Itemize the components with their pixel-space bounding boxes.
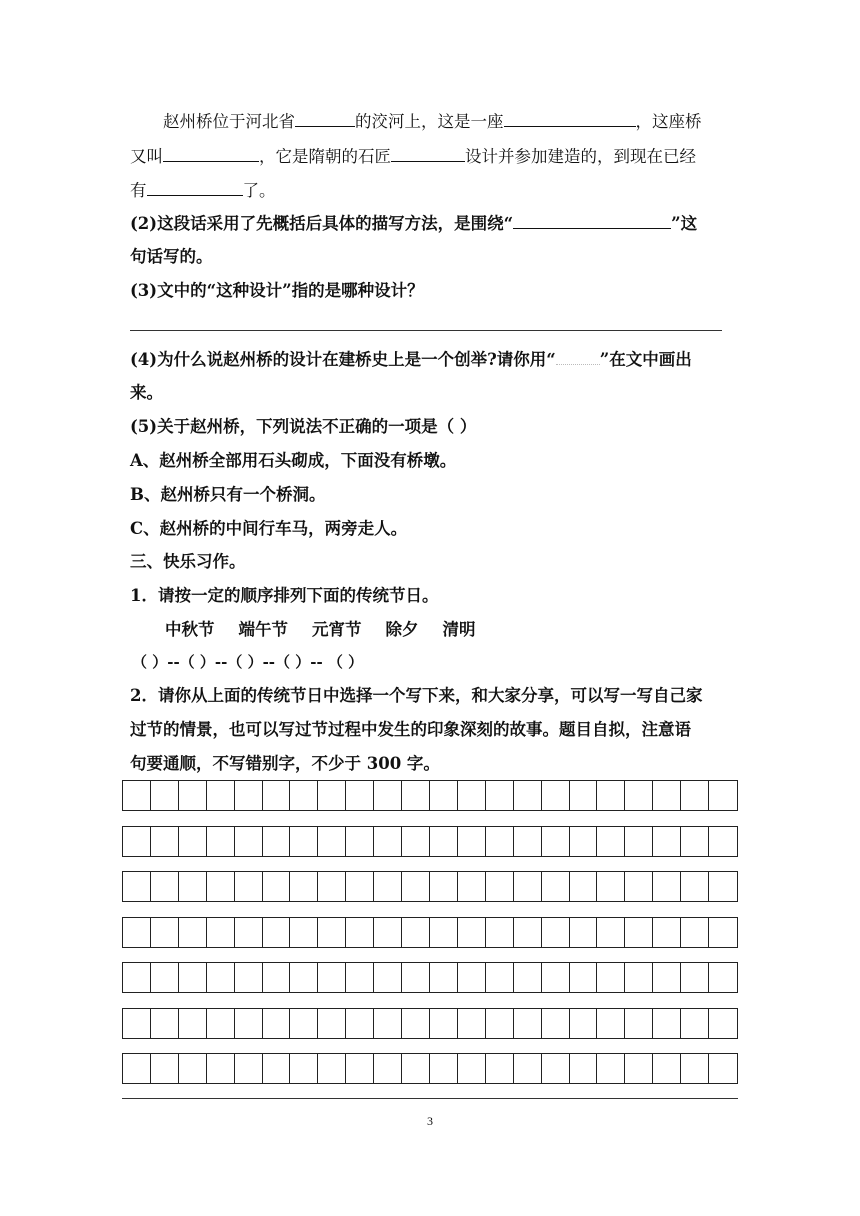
writing-grid-cell[interactable]	[235, 1054, 263, 1083]
writing-grid-cell[interactable]	[653, 781, 681, 810]
task-2-line-2: 过节的情景，也可以写过节过程中发生的印象深刻的故事。题目自拟，注意语	[130, 720, 691, 739]
writing-grid-cell[interactable]	[709, 1009, 737, 1038]
writing-grid-cell[interactable]	[207, 1009, 235, 1038]
writing-grid-cell[interactable]	[514, 963, 542, 992]
question-4	[130, 348, 740, 372]
option-c[interactable]: C、赵州桥的中间行车马，两旁走人。	[130, 519, 408, 538]
writing-grid-cell[interactable]	[458, 963, 486, 992]
writing-grid-cell[interactable]	[709, 1054, 737, 1083]
writing-grid-cell[interactable]	[542, 963, 570, 992]
writing-grid-cell[interactable]	[318, 1054, 346, 1083]
writing-grid-cell[interactable]	[542, 827, 570, 856]
writing-grid-cell[interactable]	[290, 872, 318, 901]
writing-grid-cell[interactable]	[653, 963, 681, 992]
writing-grid-row[interactable]	[122, 871, 738, 902]
writing-grid-cell[interactable]	[402, 1009, 430, 1038]
order-answer-blanks[interactable]: （ ）--（ ）--（ ）--（ ）-- （ ）	[132, 653, 364, 671]
passage-text: ，它是隋朝的石匠	[259, 147, 391, 166]
writing-grid-cell[interactable]	[625, 963, 653, 992]
festival-item: 端午节	[238, 620, 288, 639]
writing-grid-cell[interactable]	[514, 1009, 542, 1038]
footer-rule	[122, 1098, 738, 1099]
writing-grid-cell[interactable]	[346, 872, 374, 901]
writing-grid-cell[interactable]	[514, 827, 542, 856]
writing-grid-cell[interactable]	[681, 827, 709, 856]
writing-grid-cell[interactable]	[597, 918, 625, 947]
question-4-text: (4)为什么说赵州桥的设计在建桥史上是一个创举?请你用“	[130, 350, 556, 369]
question-4-text: ”在文中画出	[599, 350, 692, 369]
writing-grid-cell[interactable]	[514, 918, 542, 947]
writing-grid-cell[interactable]	[123, 1054, 151, 1083]
writing-grid-row[interactable]	[122, 962, 738, 993]
writing-grid-row[interactable]	[122, 780, 738, 811]
writing-grid-cell[interactable]	[207, 1054, 235, 1083]
question-3: (3)文中的“这种设计”指的是哪种设计？	[130, 281, 424, 300]
writing-grid-cell[interactable]	[374, 827, 402, 856]
writing-grid-cell[interactable]	[430, 1054, 458, 1083]
writing-grid-cell[interactable]	[179, 872, 207, 901]
writing-grid-cell[interactable]	[402, 872, 430, 901]
writing-grid-cell[interactable]	[318, 963, 346, 992]
writing-grid-cell[interactable]	[263, 781, 291, 810]
writing-grid-cell[interactable]	[653, 1009, 681, 1038]
writing-grid-cell[interactable]	[374, 918, 402, 947]
writing-grid-cell[interactable]	[179, 1054, 207, 1083]
writing-grid-cell[interactable]	[318, 872, 346, 901]
writing-grid-cell[interactable]	[570, 872, 598, 901]
writing-grid-cell[interactable]	[207, 781, 235, 810]
writing-grid-cell[interactable]	[318, 918, 346, 947]
answer-line-q3[interactable]	[130, 330, 722, 331]
writing-grid-cell[interactable]	[458, 872, 486, 901]
writing-grid-cell[interactable]	[542, 872, 570, 901]
writing-grid-cell[interactable]	[570, 1009, 598, 1038]
writing-grid-cell[interactable]	[235, 872, 263, 901]
writing-grid-cell[interactable]	[235, 781, 263, 810]
writing-grid-cell[interactable]	[374, 872, 402, 901]
writing-grid-cell[interactable]	[374, 963, 402, 992]
writing-grid-cell[interactable]	[709, 872, 737, 901]
writing-grid-cell[interactable]	[402, 963, 430, 992]
writing-grid-cell[interactable]	[458, 1009, 486, 1038]
writing-grid-cell[interactable]	[542, 1009, 570, 1038]
writing-grid-cell[interactable]	[653, 1054, 681, 1083]
writing-grid-cell[interactable]	[290, 827, 318, 856]
writing-grid-cell[interactable]	[123, 963, 151, 992]
writing-grid-cell[interactable]	[151, 1054, 179, 1083]
writing-grid-cell[interactable]	[207, 872, 235, 901]
passage-line-3	[130, 179, 740, 203]
writing-grid-cell[interactable]	[263, 827, 291, 856]
writing-grid-cell[interactable]	[458, 827, 486, 856]
writing-grid-cell[interactable]	[290, 918, 318, 947]
writing-grid-cell[interactable]	[430, 827, 458, 856]
writing-grid-cell[interactable]	[681, 781, 709, 810]
writing-grid-cell[interactable]	[123, 1009, 151, 1038]
writing-grid-cell[interactable]	[374, 1054, 402, 1083]
writing-grid-cell[interactable]	[346, 1009, 374, 1038]
writing-grid-cell[interactable]	[151, 1009, 179, 1038]
blank-mason-name[interactable]	[391, 145, 465, 162]
passage-text: 了。	[242, 181, 276, 200]
writing-grid-cell[interactable]	[235, 827, 263, 856]
writing-grid-cell[interactable]	[625, 918, 653, 947]
writing-grid-cell[interactable]	[709, 963, 737, 992]
question-2-text: (2)这段话采用了先概括后具体的描写方法，是围绕“	[130, 214, 514, 233]
writing-grid-cell[interactable]	[542, 1054, 570, 1083]
writing-grid-cell[interactable]	[625, 1009, 653, 1038]
writing-grid-cell[interactable]	[263, 918, 291, 947]
blank-bridge-type[interactable]	[504, 110, 636, 127]
writing-grid-row[interactable]	[122, 917, 738, 948]
writing-grid-cell[interactable]	[179, 1009, 207, 1038]
writing-grid-cell[interactable]	[570, 1054, 598, 1083]
writing-grid-cell[interactable]	[570, 963, 598, 992]
writing-grid-cell[interactable]	[179, 781, 207, 810]
task-1: 1．请按一定的顺序排列下面的传统节日。	[130, 586, 439, 605]
writing-grid-cell[interactable]	[709, 827, 737, 856]
writing-grid-cell[interactable]	[570, 827, 598, 856]
writing-grid-cell[interactable]	[263, 1054, 291, 1083]
writing-grid-cell[interactable]	[123, 918, 151, 947]
writing-grid-cell[interactable]	[430, 1009, 458, 1038]
writing-grid-cell[interactable]	[653, 918, 681, 947]
wavy-underline-mark	[556, 350, 600, 365]
writing-grid-cell[interactable]	[123, 872, 151, 901]
writing-grid-cell[interactable]	[486, 1054, 514, 1083]
festival-list	[130, 618, 775, 642]
writing-grid-cell[interactable]	[235, 1009, 263, 1038]
passage-text: 有	[130, 181, 147, 200]
writing-grid-cell[interactable]	[514, 1054, 542, 1083]
question-2-text: ”这	[671, 214, 698, 233]
writing-grid-cell[interactable]	[458, 781, 486, 810]
writing-grid-cell[interactable]	[430, 963, 458, 992]
blank-province-location[interactable]	[295, 110, 355, 127]
writing-grid-cell[interactable]	[235, 963, 263, 992]
writing-grid-cell[interactable]	[681, 963, 709, 992]
writing-grid-cell[interactable]	[542, 781, 570, 810]
writing-grid-cell[interactable]	[346, 918, 374, 947]
writing-grid-cell[interactable]	[179, 963, 207, 992]
writing-grid-cell[interactable]	[207, 827, 235, 856]
writing-grid-cell[interactable]	[123, 781, 151, 810]
writing-grid-cell[interactable]	[346, 1054, 374, 1083]
writing-grid-cell[interactable]	[542, 918, 570, 947]
writing-grid-cell[interactable]	[597, 963, 625, 992]
writing-grid-cell[interactable]	[514, 872, 542, 901]
writing-grid-cell[interactable]	[486, 781, 514, 810]
writing-grid-cell[interactable]	[374, 1009, 402, 1038]
writing-grid-cell[interactable]	[402, 918, 430, 947]
passage-text: 设计并参加建造的，到现在已经	[465, 147, 696, 166]
page-number: 3	[427, 1114, 433, 1128]
writing-grid-cell[interactable]	[290, 963, 318, 992]
writing-grid-cell[interactable]	[597, 1009, 625, 1038]
writing-grid-cell[interactable]	[346, 781, 374, 810]
writing-grid-cell[interactable]	[179, 918, 207, 947]
writing-grid-cell[interactable]	[318, 1009, 346, 1038]
writing-grid-cell[interactable]	[290, 781, 318, 810]
writing-grid-cell[interactable]	[486, 827, 514, 856]
writing-grid-cell[interactable]	[290, 1054, 318, 1083]
blank-age[interactable]	[147, 179, 243, 196]
writing-grid-cell[interactable]	[653, 872, 681, 901]
writing-grid-cell[interactable]	[123, 827, 151, 856]
writing-grid-cell[interactable]	[402, 1054, 430, 1083]
task-2-line-1: 2．请你从上面的传统节日中选择一个写下来，和大家分享，可以写一写自己家	[130, 686, 703, 705]
writing-grid-cell[interactable]	[597, 827, 625, 856]
festival-item: 除夕	[385, 620, 419, 639]
writing-grid-cell[interactable]	[263, 1009, 291, 1038]
writing-grid-cell[interactable]	[514, 781, 542, 810]
writing-grid-cell[interactable]	[681, 872, 709, 901]
writing-grid-cell[interactable]	[625, 827, 653, 856]
festival-item: 元宵节	[312, 620, 362, 639]
writing-grid-cell[interactable]	[486, 872, 514, 901]
question-2	[130, 212, 740, 236]
writing-grid-cell[interactable]	[318, 781, 346, 810]
writing-grid-row[interactable]	[122, 1008, 738, 1039]
writing-grid-cell[interactable]	[681, 1054, 709, 1083]
passage-line-1	[130, 110, 740, 134]
writing-grid-cell[interactable]	[681, 918, 709, 947]
writing-grid-cell[interactable]	[597, 872, 625, 901]
festival-item: 清明	[442, 620, 476, 639]
passage-line-2	[130, 145, 740, 169]
writing-grid-cell[interactable]	[625, 872, 653, 901]
writing-grid-cell[interactable]	[263, 872, 291, 901]
writing-grid-cell[interactable]	[235, 918, 263, 947]
writing-grid-cell[interactable]	[402, 827, 430, 856]
writing-grid-cell[interactable]	[151, 918, 179, 947]
writing-grid-cell[interactable]	[486, 1009, 514, 1038]
writing-grid-cell[interactable]	[709, 918, 737, 947]
option-b[interactable]: B、赵州桥只有一个桥洞。	[130, 485, 326, 504]
writing-grid-cell[interactable]	[207, 918, 235, 947]
writing-grid-cell[interactable]	[625, 781, 653, 810]
writing-grid-cell[interactable]	[318, 827, 346, 856]
blank-bridge-alias[interactable]	[163, 145, 259, 162]
question-5: (5)关于赵州桥，下列说法不正确的一项是（ ）	[130, 417, 477, 436]
passage-text: ，这座桥	[635, 112, 702, 131]
writing-grid-cell[interactable]	[346, 827, 374, 856]
writing-grid-cell[interactable]	[653, 827, 681, 856]
blank-key-sentence[interactable]	[513, 212, 671, 229]
section-heading: 三、快乐习作。	[130, 552, 246, 571]
writing-grid-cell[interactable]	[486, 918, 514, 947]
writing-grid-cell[interactable]	[207, 963, 235, 992]
question-4-cont: 来。	[130, 383, 163, 402]
writing-grid-cell[interactable]	[430, 781, 458, 810]
writing-grid-cell[interactable]	[346, 963, 374, 992]
writing-grid-cell[interactable]	[709, 781, 737, 810]
writing-grid-cell[interactable]	[151, 872, 179, 901]
writing-grid-row[interactable]	[122, 1053, 738, 1084]
writing-grid-cell[interactable]	[430, 872, 458, 901]
writing-grid-cell[interactable]	[430, 918, 458, 947]
writing-grid-cell[interactable]	[570, 918, 598, 947]
writing-grid-cell[interactable]	[681, 1009, 709, 1038]
writing-grid-cell[interactable]	[151, 827, 179, 856]
writing-grid-cell[interactable]	[625, 1054, 653, 1083]
writing-grid-cell[interactable]	[263, 963, 291, 992]
option-a[interactable]: A、赵州桥全部用石头砌成，下面没有桥墩。	[130, 451, 457, 470]
writing-grid-cell[interactable]	[570, 781, 598, 810]
writing-grid-row[interactable]	[122, 826, 738, 857]
writing-grid-cell[interactable]	[179, 827, 207, 856]
passage-text: 的洨河上，这是一座	[355, 112, 504, 131]
task-2-line-3: 句要通顺，不写错别字，不少于 300 字。	[130, 754, 440, 773]
passage-text: 赵州桥位于河北省	[163, 112, 295, 131]
festival-item: 中秋节	[165, 620, 215, 639]
writing-grid-cell[interactable]	[458, 1054, 486, 1083]
writing-grid-cell[interactable]	[486, 963, 514, 992]
writing-grid-cell[interactable]	[290, 1009, 318, 1038]
writing-grid-cell[interactable]	[597, 1054, 625, 1083]
question-2-cont: 句话写的。	[130, 247, 213, 266]
writing-grid-cell[interactable]	[402, 781, 430, 810]
passage-text: 又叫	[130, 147, 163, 166]
writing-grid-cell[interactable]	[151, 963, 179, 992]
writing-grid-cell[interactable]	[374, 781, 402, 810]
writing-grid-cell[interactable]	[597, 781, 625, 810]
writing-grid-cell[interactable]	[458, 918, 486, 947]
writing-grid-cell[interactable]	[151, 781, 179, 810]
